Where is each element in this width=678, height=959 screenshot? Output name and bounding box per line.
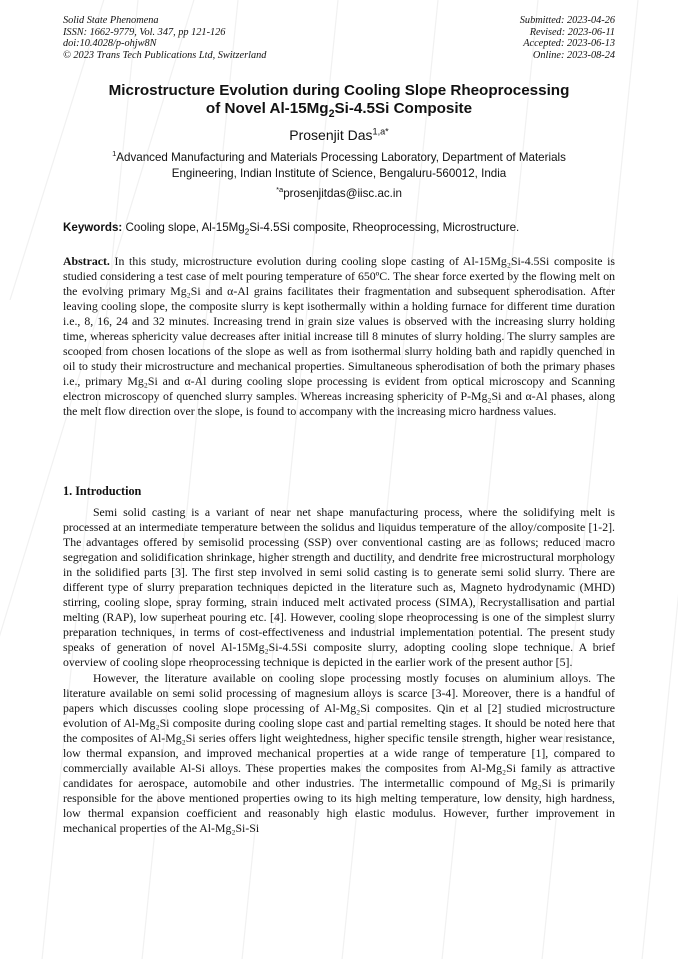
keywords bbox=[63, 221, 615, 235]
introduction-body bbox=[63, 505, 615, 836]
copyright: © 2023 Trans Tech Publications Ltd, Switzerland bbox=[63, 49, 267, 61]
keywords-text: Cooling slope, $Al-15Mg_2Si-4.5Si$ composite, Rheoprocessing, Microstructure. bbox=[125, 221, 520, 237]
intro-paragraph-1: Semi solid casting is a variant of near net shape manufacturing process, where the solidifying melt is processed at an intermediate temperature between the solidus and liquidus temperature of the alloy/composite [1-2]. The advantages offered by semisolid processing (SSP) over conventional casting are as follows; reduced macro segregation and solidification shrinkage, higher strength and ductility, and dendrite free microstructural morphology in the solidified parts [3]. The first step involved in semi solid casting is to generate semi solid slurry. There are different type of slurry preparation techniques depicted in the literature such as, Magneto hydrodynamic (MHD) stirring, cooling slope, spray forming, strain induced melt activated process (SIMA), Recrystallisation and partial melting (RAP), low superheat pouring etc. [4]. However, cooling slope rheoprocessing is one of the simplest slurry preparation techniques, in terms of cost-effectiveness and industrial implementation potential. The present study speaks of generation of novel Al-15Mg₂Si-4.5Si composite slurry, adopting cooling slope technique. A brief overview of cooling slope rheoprocessing technique is depicted in the earlier work of the present author [5]. bbox=[63, 505, 615, 670]
title-line-2: of Novel $Al-15Mg_2Si-4.5Si$ Composite bbox=[205, 100, 473, 121]
abstract-label: Abstract. bbox=[63, 254, 110, 268]
author-sup: 1,a* bbox=[372, 126, 389, 137]
intro-paragraph-2: However, the literature available on cooling slope processing mostly focuses on aluminium alloys. The literature available on semi solid processing of magnesium alloys is scarce [3-4]. Moreover, there is a handful of papers which discusses cooling slope processing of Al-Mg₂Si composites. Qin et al [2] studied microstructure evolution of Al-Mg₂Si composite during cooling slope cast and partial remelting stages. It should be noted here that the composites of Al-Mg₂Si series offers light weightedness, higher specific tensile strength, higher wear resistance, low thermal expansion, and improved mechanical properties at a wide range of temperature [1], compared to commercially available Al-Si alloys. These properties makes the composites from Al-Mg₂Si family as attractive candidates for aerospace, automobile and other industries. The intermetallic compound of Mg₂Si is primarily responsible for the above mentioned properties owing to its high melting temperature, low density, high hardness, low thermal expansion coefficient and reasonably high elastic modulus. However, further improvement in mechanical properties of the Al-Mg₂Si-Si bbox=[63, 670, 615, 835]
submission-dates bbox=[520, 15, 615, 61]
affiliation-line-1: Advanced Manufacturing and Materials Processing Laboratory, Department of Materials bbox=[116, 151, 566, 164]
paper-title bbox=[63, 82, 615, 121]
section-heading: 1. Introduction bbox=[63, 484, 142, 498]
title-line-1: Microstructure Evolution during Cooling Slope Rheoprocessing bbox=[108, 82, 570, 99]
abstract-text: In this study, microstructure evolution during cooling slope casting of Al-15Mg₂Si-4.5Si composite is studied considering a test case of melt pouring temperature of 650ºC. The shear force exerted by the flowing melt on the evolving primary Mg₂Si and α-Al grains facilitates their fragmentation and subsequent spherodisation. After leaving cooling slope, the composite slurry is kept isothermally within a holding furnace for different time duration i.e., 8, 16, 24 and 32 minutes. Increasing trend in grain size values is observed with the increasing slurry holding time, whereas sphericity value decreases after initial increase till 8 minutes of slurry holding. The slurry samples are scooped from chosen locations of the slope as well as from isothermal slurry holding bath and rapidly quenched in oil to study their microstructure and mechanical properties. Simultaneous spherodisation of both the primary phases i.e., primary Mg₂Si and α-Al during cooling slope processing is evident from optical microscopy and Scanning electron microscopy of quenched slurry samples. Whereas increasing sphericity of P-Mg₂Si and α-Al phases, along the melt flow direction over the slope, is found to accompany with the increasing micro hardness values. bbox=[63, 254, 615, 419]
keywords-label: Keywords: bbox=[63, 221, 123, 234]
revised-date: Revised: 2023-06-11 bbox=[529, 26, 615, 38]
online-date: Online: 2023-08-24 bbox=[532, 49, 615, 61]
journal-issn: ISSN: 1662-9779, Vol. 347, pp 121-126 bbox=[63, 26, 226, 38]
journal-info bbox=[63, 15, 266, 61]
accepted-date: Accepted: 2023-06-13 bbox=[523, 38, 615, 50]
affiliation: $^1$Advanced Manufacturing and Materials Processing Laboratory, Department of Materials Engineering, Indian Institute of Science, Bengaluru-560012, India bbox=[80, 150, 598, 182]
author bbox=[63, 127, 615, 143]
affiliation-line-2: Engineering, Indian Institute of Science, Bengaluru-560012, India bbox=[171, 167, 507, 180]
submitted-date: Submitted: 2023-04-26 bbox=[519, 15, 615, 26]
author-name: Prosenjit Das bbox=[289, 127, 373, 143]
abstract bbox=[63, 254, 615, 420]
doi: doi:10.4028/p-ohjw8N bbox=[63, 38, 157, 50]
email-address: prosenjitdas@iisc.ac.in bbox=[283, 187, 402, 200]
email: $^{*a}$prosenjitdas@iisc.ac.in bbox=[276, 185, 402, 200]
journal-name: Solid State Phenomena bbox=[63, 15, 159, 26]
